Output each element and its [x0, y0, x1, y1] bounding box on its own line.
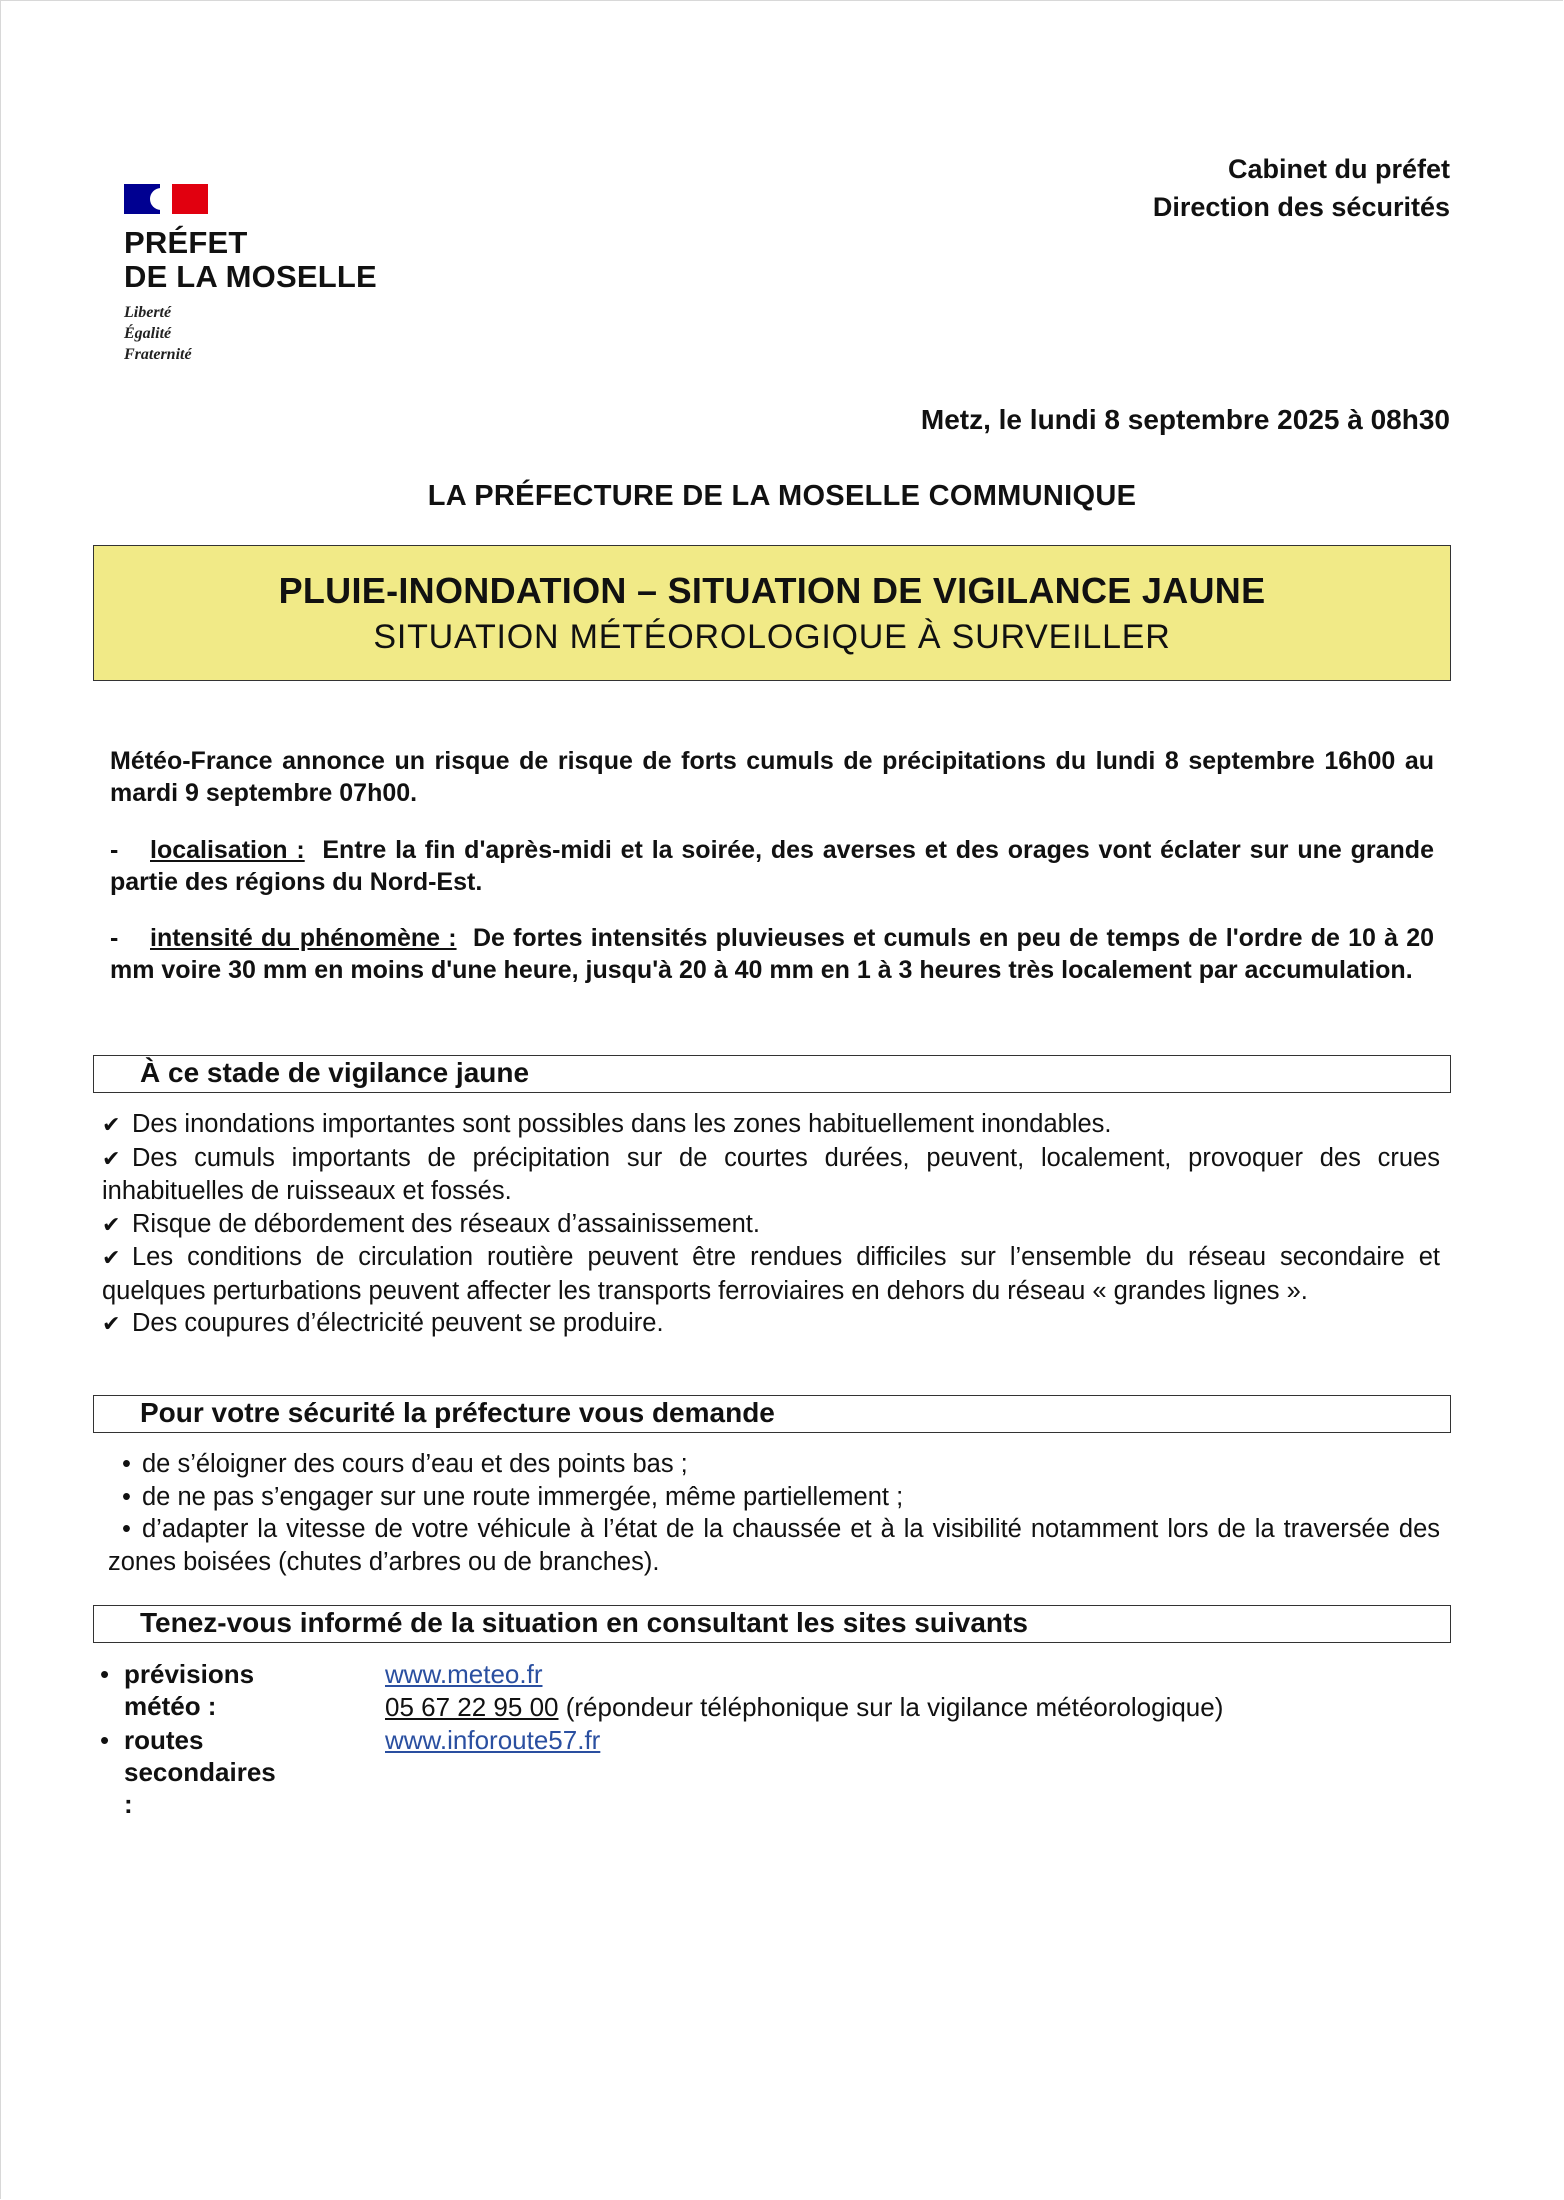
banner-title: PLUIE-INONDATION – SITUATION DE VIGILANCE JAUNE	[278, 570, 1266, 611]
safety-list	[108, 1448, 1440, 1578]
checkmark-icon: ✔	[102, 1112, 121, 1137]
point-label: localisation :	[150, 836, 305, 864]
bullet-icon: •	[122, 1450, 131, 1478]
checkmark-icon: ✔	[102, 1311, 121, 1336]
service-line1: Cabinet du préfet	[1227, 154, 1450, 184]
logo-title-line1: PRÉFET	[124, 225, 248, 260]
section-info-heading: Tenez-vous informé de la situation en consultant les sites suivants	[93, 1605, 1451, 1643]
logo-title	[124, 226, 424, 294]
checkmark-icon: ✔	[102, 1211, 121, 1237]
point-text: Entre la fin d'après-midi et la soirée, des averses et des orages vont éclater sur une grande partie des régions du Nord-Est.	[110, 836, 1434, 896]
issuing-service	[1153, 150, 1450, 226]
motto-liberte: Liberté	[124, 304, 172, 321]
checkmark-icon: ✔	[102, 1245, 121, 1270]
list-item: • de s’éloigner des cours d’eau et des points bas ;	[108, 1448, 1440, 1481]
dateline: Metz, le lundi 8 septembre 2025 à 08h30	[920, 404, 1450, 435]
list-item: • de ne pas s’engager sur une route immergée, même partiellement ;	[108, 1481, 1440, 1514]
service-line2: Direction des sécurités	[1152, 192, 1450, 222]
republic-motto	[124, 302, 424, 365]
point-label: intensité du phénomène :	[150, 924, 457, 952]
section-safety-heading: Pour votre sécurité la préfecture vous demande	[93, 1395, 1451, 1433]
prefecture-logo	[124, 184, 424, 365]
logo-title-line2: DE LA MOSELLE	[124, 259, 377, 294]
meteo-label: prévisions météo :	[124, 1659, 255, 1721]
point-localisation: - localisation : Entre la fin d'après-midi et la soirée, des averses et des orages vont éclater sur une grande partie des régions du Nord-Est.	[110, 836, 1434, 896]
routes-label: routes secondaires :	[124, 1725, 276, 1819]
list-item: ✔ Des coupures d’électricité peuvent se produire.	[102, 1307, 1440, 1341]
phone-number[interactable]: 05 67 22 95 00	[385, 1692, 559, 1722]
vigilance-banner	[93, 545, 1451, 681]
phone-note: (répondeur téléphonique sur la vigilance météorologique)	[565, 1692, 1224, 1722]
list-item: ✔ Risque de débordement des réseaux d’assainissement.	[102, 1208, 1440, 1242]
communique-heading: LA PRÉFECTURE DE LA MOSELLE COMMUNIQUE	[427, 480, 1137, 512]
list-item: • d’adapter la vitesse de votre véhicule à l’état de la chaussée et à la visibilité notamment lors de la traversée des zones boisées (chutes d’arbres ou de branches).	[108, 1515, 1440, 1576]
point-text: De fortes intensités pluvieuses et cumuls en peu de temps de l'ordre de 10 à 20 mm voire 30 mm en moins d'une heure, jusqu'à 20 à 40 mm en 1 à 3 heures très localement par accumulation.	[110, 924, 1434, 984]
banner-subtitle: SITUATION MÉTÉOROLOGIQUE À SURVEILLER	[373, 618, 1171, 656]
point-intensite: - intensité du phénomène : De fortes intensités pluvieuses et cumuls en peu de temps de l'ordre de 10 à 20 mm voire 30 mm en moins d'une heure, jusqu'à 20 à 40 mm en 1 à 3 heures très localement par accumulation.	[110, 924, 1434, 984]
motto-egalite: Égalité	[124, 325, 172, 342]
list-item: ✔ Des cumuls importants de précipitation sur de courtes durées, peuvent, localement, provoquer des crues inhabituelles de ruisseaux et fossés.	[102, 1143, 1440, 1205]
bullet-icon: •	[100, 1725, 110, 1755]
checkmark-icon: ✔	[102, 1145, 121, 1171]
vigilance-list	[102, 1108, 1440, 1341]
bullet-icon: •	[122, 1482, 131, 1511]
meteo-link[interactable]: www.meteo.fr	[385, 1659, 543, 1689]
intro-paragraph: Météo-France annonce un risque de risque de forts cumuls de précipitations du lundi 8 septembre 16h00 au mardi 9 septembre 07h00.	[110, 747, 1434, 807]
routes-link[interactable]: www.inforoute57.fr	[385, 1725, 601, 1755]
section-vigilance-heading: À ce stade de vigilance jaune	[93, 1055, 1451, 1093]
motto-fraternite: Fraternité	[124, 346, 192, 363]
list-item: ✔ Les conditions de circulation routière peuvent être rendues difficiles sur l’ensemble du réseau secondaire et quelques perturbations peuvent affecter les transports ferroviaires en dehors du réseau « grandes lignes ».	[102, 1243, 1440, 1305]
bullet-icon: •	[100, 1659, 110, 1689]
list-item: ✔ Des inondations importantes sont possibles dans les zones habituellement inondables.	[102, 1108, 1440, 1142]
bullet-icon: •	[122, 1515, 131, 1543]
marianne-flag-icon	[124, 184, 208, 214]
